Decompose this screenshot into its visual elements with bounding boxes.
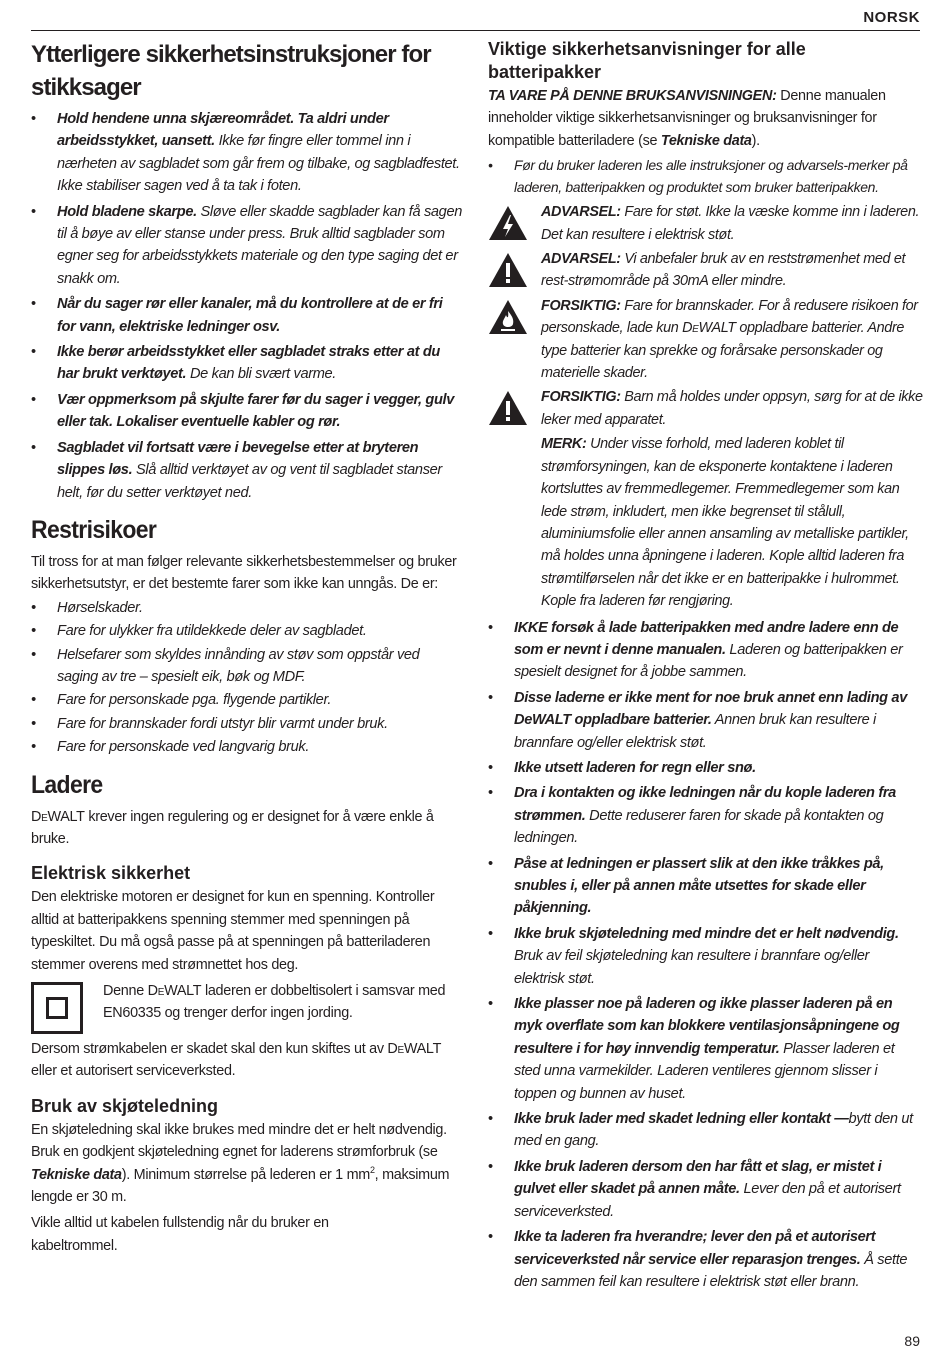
note-text: MERK: Under visse forhold, med laderen koblet til strømforsyningen, kan de eksponerte kontaktene i laderen kortsluttes av fremmedlegemer. Fremmedlegemer som kan lede strøm, inkludert, men ikke begrenset til stålull, aluminiumsfolie eller annen ansamling av metalliske partikler, må holdes unna åpningene i laderen. Kople alltid laderen fra strømtilførselen når det ikke er en batteripakke i hulrommet. Kople fra laderen før rengjøring. <box>541 436 909 610</box>
residual-risks-list <box>31 597 463 759</box>
double-insulation-text: Denne DeWALT laderen er dobbeltisolert i samsvar med EN60335 og trenger derfor ingen jording. <box>103 983 446 1022</box>
electric-hazard-icon <box>488 205 528 241</box>
list-item: • Hold hendene unna skjæreområdet. Ta aldri under arbeidsstykket, uansett. Ikke før fingre eller tommel inn i nærheten av sagbladet som går frem og tilbake, og sagbladfestet. Ikke stabiliser sagen ved å ta tak i foten. <box>31 108 463 198</box>
list-item: • Ikke berør arbeidsstykket eller sagbladet straks etter at du har brukt verktøyet. De kan bli svært varme. <box>31 341 463 386</box>
list-item: • Ikke ta laderen fra hverandre; lever den på et autorisert serviceverksted når service eller reparasjon trenges. Å sette den sammen feil kan resultere i elektrisk støt eller brann. <box>488 1226 923 1293</box>
list-item: • Før du bruker laderen les alle instruksjoner og advarsels-merker på laderen, batteripakken og produktet som bruker batteripakken. <box>488 155 923 198</box>
double-insulation-block <box>31 980 463 1036</box>
warning-electric-shock <box>488 201 923 246</box>
list-item: • Vær oppmerksom på skjulte farer før du sager i vegger, gulv eller tak. Lokaliser eventuelle kabler og rør. <box>31 389 463 434</box>
list-item: • Fare for ulykker fra utildekkede deler av sagbladet. <box>31 620 463 642</box>
caution-burn <box>488 295 923 385</box>
cable-replacement-text: Dersom strømkabelen er skadet skal den kun skiftes ut av DeWALT eller et autorisert serviceverksted. <box>31 1041 442 1080</box>
cable-reel-text: Vikle alltid ut kabelen fullstendig når du bruker en kabeltrommel. <box>31 1215 329 1254</box>
section-title-residual-risks: Restrisikoer <box>31 515 157 544</box>
warning-text: FORSIKTIG: Fare for brannskader. For å redusere risikoen for personskade, lade kun DeWALT oppladbare batterier. Andre type batterier kan sprekke og forårsake personskader og materielle skader. <box>541 297 918 382</box>
page-number: 89 <box>904 1333 920 1349</box>
caution-children <box>488 386 923 431</box>
pre-use-list <box>488 155 923 198</box>
page-header <box>31 8 920 31</box>
jigsaw-safety-list <box>31 108 463 504</box>
chargers-text: DeWALT krever ingen regulering og er designet for å være enkle å bruke. <box>31 808 434 847</box>
section-title-chargers: Ladere <box>31 770 103 799</box>
section-title-battery-safety: Viktige sikkerhetsanvisninger for alle batteripakker <box>488 39 806 82</box>
list-item: • Sagbladet vil fortsatt være i bevegelse etter at bryteren slippes løs. Slå alltid verktøyet av og vent til sagbladet stanser helt, før du setter verktøyet ned. <box>31 437 463 504</box>
list-item: • Fare for brannskader fordi utstyr blir varmt under bruk. <box>31 713 463 735</box>
list-item: • Fare for personskade ved langvarig bruk. <box>31 736 463 758</box>
extension-cord-text: En skjøteledning skal ikke brukes med mindre det er helt nødvendig. Bruk en godkjent skjøteledning egnet for laderens strømforbruk (se Tekniske data). Minimum størrelse på lederen er 1 $mm^2$, maksimum lengde er 30 m. <box>31 1121 450 1206</box>
language-label: NORSK <box>863 9 920 26</box>
list-item: • Hold bladene skarpe. Sløve eller skadde sagblader kan få sagen til å bøye av eller stanse under press. Bruk alltid sagblader som egner seg for arbeidsstykkets materiale og den type saging det er snakk om. <box>31 201 463 291</box>
list-item: • Ikke plasser noe på laderen og ikke plasser laderen på en myk overflate som kan blokkere ventilasjonsåpningene og resultere i for høy innvendig temperatur. Plasser laderen et sted unna varmekilder. Laderen ventileres gjennom slisser i toppen og bunnen av huset. <box>488 993 923 1105</box>
exclamation-icon <box>488 390 528 426</box>
list-item: • Disse laderne er ikke ment for noe bruk annet enn lading av DeWALT oppladbare batterier. Annen bruk kan resultere i brannfare og/eller elektrisk støt. <box>488 687 923 754</box>
list-item: • Helsefarer som skyldes innånding av støv som oppstår ved saging av tre – spesielt eik, bøk og MDF. <box>31 644 463 689</box>
section-title-electrical-safety: Elektrisk sikkerhet <box>31 863 191 884</box>
note-block <box>488 433 923 612</box>
keep-instructions-text: TA VARE PÅ DENNE BRUKSANVISNINGEN: Denne manualen inneholder viktige sikkerhetsanvisninger og bruksanvisninger for kompatible batteriladere (se Tekniske data). <box>488 88 886 149</box>
section-title-jigsaw: Ytterligere sikkerhetsinstruksjoner for stikksager <box>31 41 431 101</box>
warning-text: ADVARSEL: Fare for støt. Ikke la væske komme inn i laderen. Det kan resultere i elektrisk støt. <box>541 204 920 243</box>
exclamation-icon <box>488 252 528 288</box>
warning-text: FORSIKTIG: Barn må holdes under oppsyn, sørg for at de ikke leker med apparatet. <box>541 389 923 428</box>
list-item: • Når du sager rør eller kanaler, må du kontrollere at de er fri for vann, elektriske ledninger osv. <box>31 293 463 338</box>
warning-rcd <box>488 248 923 293</box>
electrical-safety-text: Den elektriske motoren er designet for kun en spenning. Kontroller alltid at batteripakkens spenning stemmer med spenningen på typeskiltet. Du må også passe på at spenningen på batteriladeren stemmer overens med strømnettet hos deg. <box>31 889 435 973</box>
list-item: • Dra i kontakten og ikke ledningen når du kople laderen fra strømmen. Dette reduserer faren for skade på kontakten og ledningen. <box>488 782 923 849</box>
charger-safety-list <box>488 617 923 1294</box>
list-item: • Fare for personskade pga. flygende partikler. <box>31 689 463 711</box>
list-item: • Påse at ledningen er plassert slik at den ikke tråkkes på, snubles i, eller på annen måte utsettes for skade eller påkjenning. <box>488 853 923 920</box>
fire-hazard-icon <box>488 299 528 335</box>
list-item: • Ikke utsett laderen for regn eller snø. <box>488 757 923 779</box>
list-item: • Ikke bruk laderen dersom den har fått et slag, er mistet i gulvet eller skadet på annen måte. Lever den på et autorisert serviceverksted. <box>488 1156 923 1223</box>
list-item: • Ikke bruk skjøteledning med mindre det er helt nødvendig. Bruk av feil skjøteledning kan resultere i brannfare og/eller elektrisk støt. <box>488 923 923 990</box>
double-insulation-icon <box>31 982 83 1034</box>
right-column <box>488 38 923 1296</box>
list-item: • Hørselskader. <box>31 597 463 619</box>
residual-risks-intro: Til tross for at man følger relevante sikkerhetsbestemmelser og bruker sikkerhetsutstyr, er det bestemte farer som ikke kan unngås. De er: <box>31 553 457 593</box>
list-item: • IKKE forsøk å lade batteripakken med andre ladere enn de som er nevnt i denne manualen. Laderen og batteripakken er spesielt designet for å jobbe sammen. <box>488 617 923 684</box>
left-column <box>31 38 463 1258</box>
list-item: • Ikke bruk lader med skadet ledning eller kontakt —bytt den ut med en gang. <box>488 1108 923 1153</box>
warning-text: ADVARSEL: Vi anbefaler bruk av en reststrømenhet med et rest-strømområde på 30mA eller mindre. <box>541 251 906 290</box>
section-title-extension-cord: Bruk av skjøteledning <box>31 1095 219 1116</box>
